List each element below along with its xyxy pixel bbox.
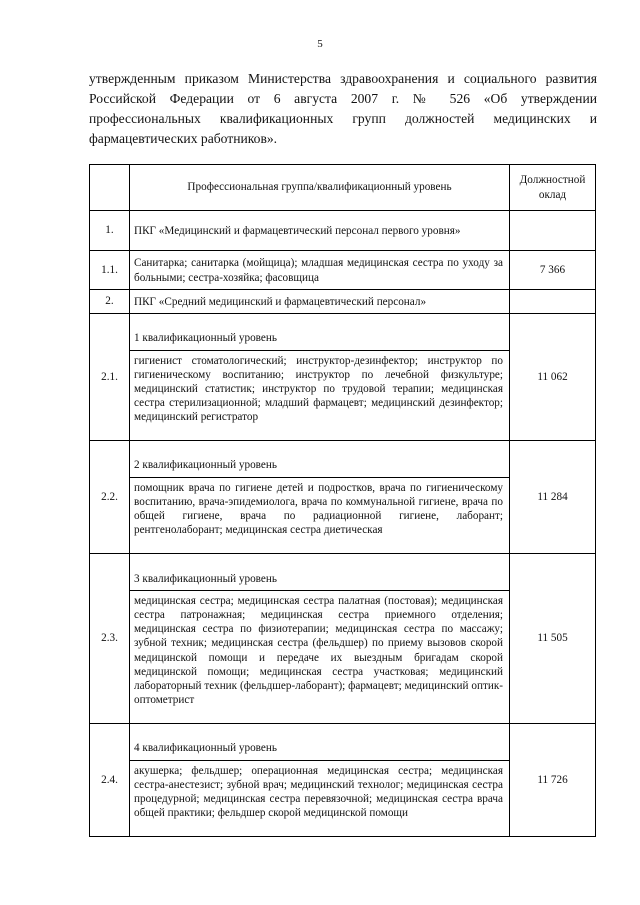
row-salary <box>510 211 596 251</box>
row-text: акушерка; фельдшер; операционная медицинская сестра; медицинская сестра-анестезист; зубной врач; медицинский технолог; медицинская сестра процедурной; медицинская сестра перевязочной; медицинская сестра врача общей практики; фельдшер скорой медицинской помощи <box>134 764 503 820</box>
header-num-cell <box>90 165 130 211</box>
row-salary <box>510 290 596 314</box>
salary-table <box>89 164 596 837</box>
table-row <box>90 441 596 554</box>
row-text: помощник врача по гигиене детей и подростков, врача по гигиеническому воспитанию, врача-эпидемиолога, врача по коммунальной гигиене, врача по общей гигиене, врача по радиационной гигиене, лаборант; рентгенолаборант; медицинская сестра диетическая <box>134 481 503 537</box>
qualification-level: 1 квалификационный уровень <box>130 326 509 350</box>
row-text: ПКГ «Медицинский и фармацевтический персонал первого уровня» <box>130 211 510 251</box>
table-row <box>90 251 596 290</box>
table-row <box>90 290 596 314</box>
row-number: 2. <box>90 290 130 314</box>
row-text: ПКГ «Средний медицинский и фармацевтический персонал» <box>130 290 510 314</box>
table-row <box>90 554 596 724</box>
qualification-level: 4 квалификационный уровень <box>130 736 509 760</box>
row-number: 1. <box>90 211 130 251</box>
row-salary: 11 505 <box>510 554 596 724</box>
qualification-level: 3 квалификационный уровень <box>130 567 509 591</box>
header-group-cell: Профессиональная группа/квалификационный уровень <box>130 165 510 211</box>
row-salary: 11 284 <box>510 441 596 554</box>
row-text: гигиенист стоматологический; инструктор-дезинфектор; инструктор по гигиеническому воспитанию; инструктор по лечебной физкультуре; медицинский статистик; инструктор по трудовой терапии; медицинская сестра стерилизационной; младший фармацевт; медицинский дезинфектор; медицинский регистратор <box>134 354 503 424</box>
row-number: 2.4. <box>90 724 130 837</box>
row-salary: 7 366 <box>510 251 596 290</box>
row-level-cell <box>130 724 510 837</box>
table-row <box>90 314 596 441</box>
row-number: 2.2. <box>90 441 130 554</box>
row-level-cell <box>130 314 510 441</box>
qualification-level: 2 квалификационный уровень <box>130 453 509 477</box>
header-salary-cell: Должностной оклад <box>510 165 596 211</box>
table-header-row <box>90 165 596 211</box>
row-number: 2.3. <box>90 554 130 724</box>
row-number: 2.1. <box>90 314 130 441</box>
row-level-cell <box>130 441 510 554</box>
table-row <box>90 724 596 837</box>
row-number: 1.1. <box>90 251 130 290</box>
row-salary: 11 726 <box>510 724 596 837</box>
row-text: Санитарка; санитарка (мойщица); младшая медицинская сестра по уходу за больными; сестра-хозяйка; фасовщица <box>130 251 510 290</box>
row-level-cell <box>130 554 510 724</box>
table-row <box>90 211 596 251</box>
row-text: медицинская сестра; медицинская сестра палатная (постовая); медицинская сестра патронажная; медицинская сестра приемного отделения; медицинская сестра по физиотерапии; медицинская сестра по массажу; зубной техник; медицинская сестра (фельдшер) по приему вызовов скорой медицинской помощи и передаче их выездным бригадам скорой медицинской помощи; медицинская сестра участковая; медицинский лабораторный техник (фельдшер-лаборант); фармацевт; медицинский оптик-оптометрист <box>134 594 503 707</box>
row-salary: 11 062 <box>510 314 596 441</box>
page-number: 5 <box>317 38 323 50</box>
intro-paragraph: утвержденным приказом Министерства здравоохранения и социального развития Российской Федерации от 6 августа 2007 г. № 526 «Об утверждении профессиональных квалификационных групп должностей медицинских и фармацевтических работников». <box>89 71 597 146</box>
